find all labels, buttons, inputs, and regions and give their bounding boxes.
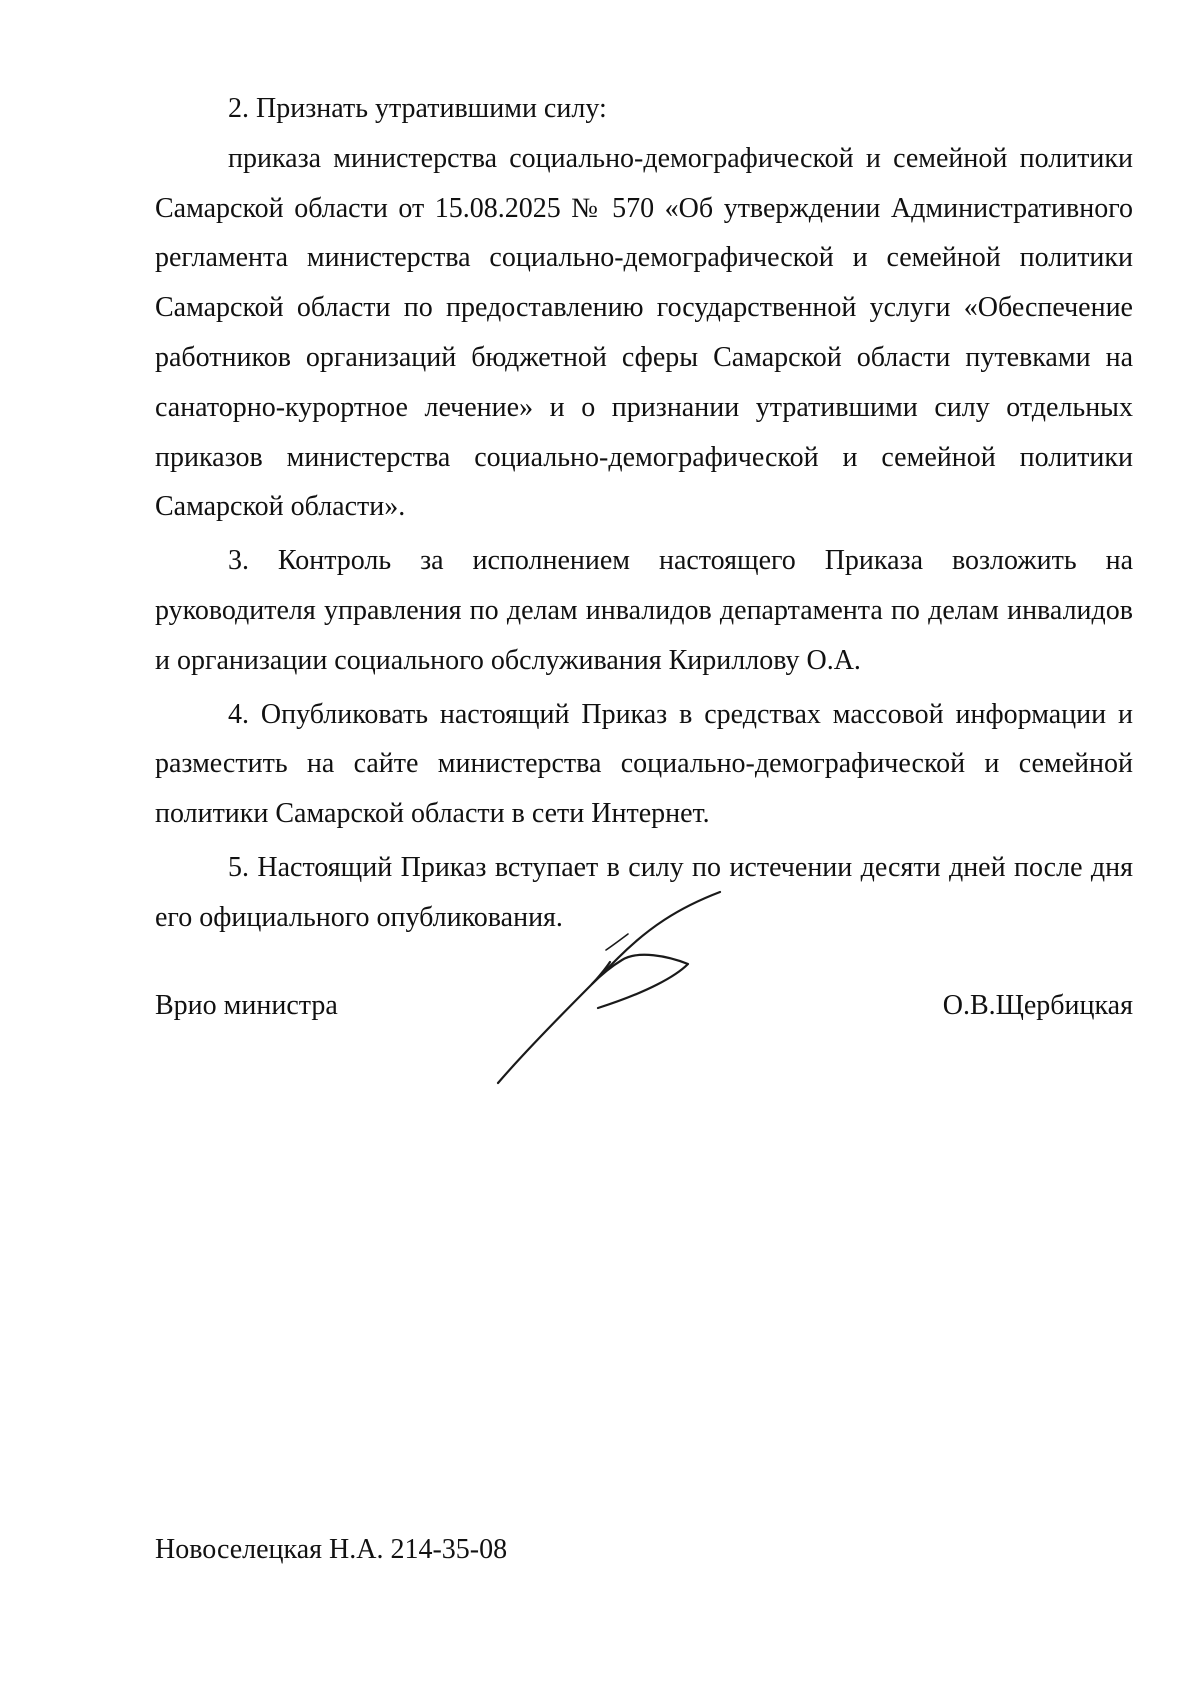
- signatory-position: Врио министра: [155, 990, 338, 1021]
- item-5: 5. Настоящий Приказ вступает в силу по истечении десяти дней после дня его официального опубликования.: [155, 851, 1133, 933]
- signatory-name: О.В.Щербицкая: [942, 990, 1133, 1021]
- signature-stroke-tick: [606, 934, 628, 950]
- item-2-title: 2. Признать утратившими силу:: [228, 93, 607, 124]
- executor-contact: Новоселецкая Н.А. 214-35-08: [155, 1534, 508, 1565]
- signature-block: [155, 986, 1133, 1026]
- item-4: 4. Опубликовать настоящий Приказ в средствах массовой информации и разместить на сайте министерства социально-демографической и семейной политики Самарской области в сети Интернет.: [155, 698, 1133, 830]
- item-2-body: приказа министерства социально-демографической и семейной политики Самарской области от 15.08.2025 № 570 «Об утверждении Административного регламента министерства социально-демографической и семейной политики Самарской области по предоставлению государственной услуги «Обеспечение работников организаций бюджетной сферы Самарской области путевками на санаторно-курортное лечение» и о признании утратившими силу отдельных приказов министерства социально-демографической и семейной политики Самарской области».: [155, 142, 1133, 523]
- item-3: 3. Контроль за исполнением настоящего Приказа возложить на руководителя управления по делам инвалидов департамента по делам инвалидов и организации социального обслуживания Кириллову О.А.: [155, 545, 1133, 676]
- document-body: [155, 84, 1133, 943]
